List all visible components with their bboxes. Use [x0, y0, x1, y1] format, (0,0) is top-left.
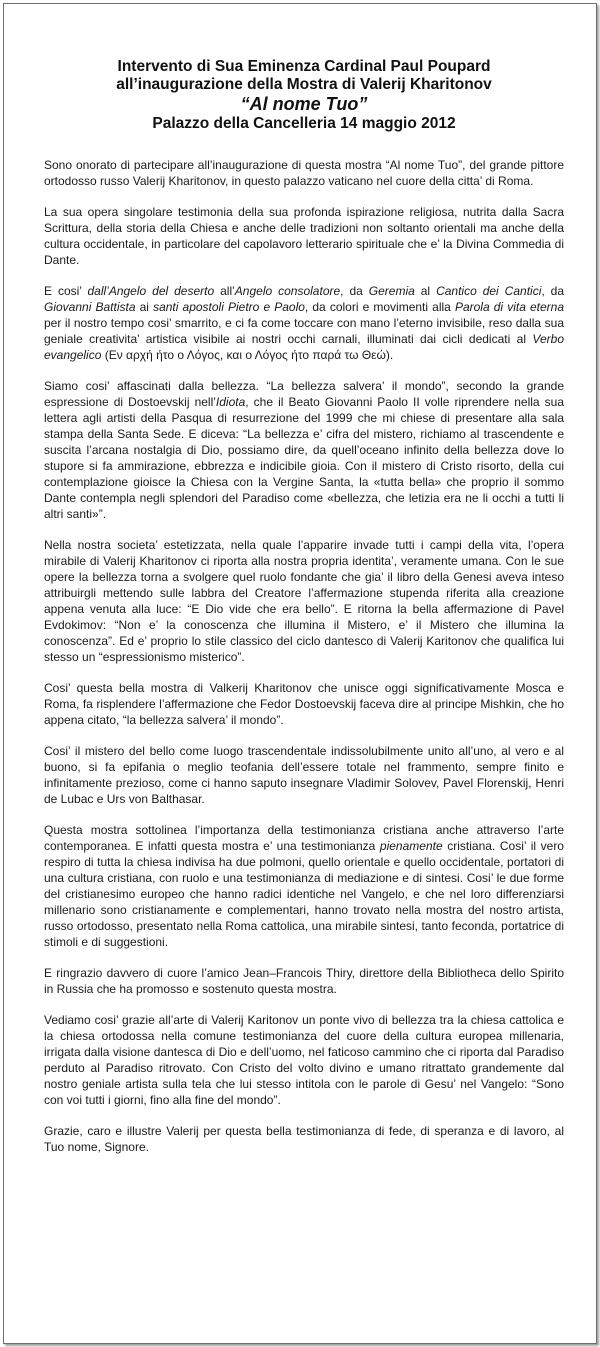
text-run: , da colori e movimenti alla	[304, 300, 455, 314]
italic-run: santi apostoli Pietro e Paolo	[153, 300, 305, 314]
paragraph-4	[44, 378, 564, 522]
paragraph-11: Grazie, caro e illustre Valerij per questa bella testimonianza di fede, di speranza e di lavoro, al Tuo nome, Signore.	[44, 1124, 564, 1154]
text-run: all’	[214, 284, 235, 298]
italic-run: Angelo consolatore	[234, 284, 341, 298]
paragraph-10: Vediamo cosi’ grazie all’arte di Valerij Karitonov un ponte vivo di bellezza tra la chiesa cattolica e la chiesa ortodossa nella comune testimonianza del cuore della cultura europea millenaria, irrigata dalla visione dantesca di Dio e dell’uomo, nel faticoso cammino che ci riporta dal Paradiso perduto al Paradiso ritrovato. Con Cristo del volto divino e umano ritrattato grandemente dal nostro geniale artista sulla tela che lui stesso intitola con le parole di Gesu’ nel Vangelo: “Sono con voi tutti i giorni, fino alla fine del mondo”.	[44, 1013, 564, 1107]
document-content	[44, 58, 564, 1155]
paragraph-7: Cosi’ il mistero del bello come luogo trascendentale indissolubilmente unito all’uno, al vero e al buono, si fa epifania o meglio teofania dell’essere totale nel frammento, sempre finito e infinitamente prezioso, come ci hanno saputo insegnare Vladimir Solovev, Pavel Florenskij, Henri de Lubac e Urs von Balthasar.	[44, 744, 564, 806]
document-header	[44, 58, 564, 133]
text-run: al	[414, 284, 437, 298]
text-run: per il nostro tempo cosi’ smarrito, e ci fa come toccare con mano l’eterno invisibile, reso dalla sua geniale creativita’ artistica visibile ai nostri occhi carnali, illuminati dai cicli dedicati al	[44, 316, 564, 346]
text-run: , da	[541, 284, 564, 298]
exhibition-title: “Al nome Tuo”	[240, 94, 368, 114]
header-line-2: all’inaugurazione della Mostra di Valerij Kharitonov	[116, 76, 492, 93]
italic-run: Idiota	[215, 395, 246, 409]
text-run: Questa mostra sottolinea l’importanza della testimonianza cristiana anche attraverso l’arte contemporanea. E infatti questa mostra e’ una testimonianza	[44, 823, 564, 853]
italic-run: Geremia	[368, 284, 415, 298]
paragraph-9: E ringrazio davvero di cuore l’amico Jean–Francois Thiry, direttore della Bibliotheca dello Spirito in Russia che ha promosso e sostenuto questa mostra.	[44, 966, 564, 996]
text-run: , che il Beato Giovanni Paolo II volle riprendere nella sua lettera agli artisti della Pasqua di resurrezione del 1999 che mi chiese di presentare alla sala stampa della Santa Sede. E diceva: “La bellezza e’ cifra del mistero, richiamo al trascendente e suscita l’arcana nostalgia di Dio, possiamo dire, da quell’oceano infinito della bellezza dove lo stupore si fa ammirazione, ebbrezza e indicibile gioia. Con il mistero di Cristo risorto, della cui contemplazione gioisce la Chiesa con la Vergine Santa, la «tutta bella» che proprio il sommo Dante contempla negli splendori del Paradiso come «bellezza, che letizia era ne li occhi a tutti li altri santi»”.	[44, 395, 565, 521]
text-run: Siamo cosi’ affascinati dalla bellezza. “La bellezza salvera’ il mondo”, secondo la grande espressione di Dostoevskij nell’	[44, 379, 564, 409]
paragraph-8	[44, 822, 564, 950]
paragraph-3	[44, 283, 564, 363]
paragraph-5: Nella nostra societa’ estetizzata, nella quale l’apparire invade tutti i campi della vita, l’opera mirabile di Valerij Kharitonov ci riporta alla nostra propria identita’, veramente umana. Con le sue opere la bellezza torna a svolgere quel ruolo fondante che gia’ il libro della Genesi aveva inteso attribuirgli mettendo sulle labbra del Creatore l’affermazione stupenda riferita alla creazione appena venuta alla luce: “E Dio vide che era bello”. E ritorna la bella affermazione di Pavel Evdokimov: “Non e’ la conoscenza che illumina il Mistero, e’ il Mistero che illumina la conoscenza”. Ed e’ proprio lo stile classico del ciclo dantesco di Valerij Karitonov che qualifica lui stesso un “espressionismo misterico”.	[44, 538, 564, 664]
page-frame	[3, 3, 597, 1344]
paragraph-1: Sono onorato di partecipare all’inaugurazione di questa mostra “Al nome Tuo”, del grande pittore ortodosso russo Valerij Kharitonov, in questo palazzo vaticano nel cuore della citta’ di Roma.	[44, 158, 564, 188]
text-run: , da	[340, 284, 369, 298]
italic-run: Cantico dei Cantici	[436, 284, 542, 298]
italic-run: Giovanni Battista	[44, 300, 136, 314]
document-body	[44, 157, 564, 1155]
paragraph-6: Cosi’ questa bella mostra di Valkerij Kharitonov che unisce oggi significativamente Mosca e Roma, fa risplendere l’affermazione che Fedor Dostoevskij faceva dire al principe Mishkin, che ho appena citato, “la bellezza salvera’ il mondo”.	[44, 681, 564, 727]
header-line-1: Intervento di Sua Eminenza Cardinal Paul Poupard	[117, 58, 491, 75]
text-run: (Εν αρχή ήτο ο Λόγος, και ο Λόγος ήτο παρά τω Θεώ).	[101, 348, 394, 362]
text-run: E cosi’	[44, 284, 88, 298]
italic-run: dall’Angelo del deserto	[87, 284, 215, 298]
text-run: cristiana. Cosi’ il vero respiro di tutta la chiesa indivisa ha due polmoni, quello orientale e quello occidentale, portatori di una cultura cristiana, con ruolo e una testimonianza di mediazione e di sintesi. Cosi’ le due forme del cristianesimo europeo che hanno radici identiche nel Vangelo, e che nel loro differenziarsi millenario sono cristianamente e complementari, hanno trovato nella mostra del nostro artista, russo ortodosso, presentato nella Roma cattolica, una mirabile sintesi, tanto feconda, portatrice di stimoli e di suggestioni.	[44, 839, 564, 949]
header-venue-date: Palazzo della Cancelleria 14 maggio 2012	[152, 115, 456, 132]
italic-run: Parola di vita eterna	[454, 300, 564, 314]
italic-run: pienamente	[379, 839, 443, 853]
text-run: ai	[135, 300, 154, 314]
paragraph-2: La sua opera singolare testimonia della sua profonda ispirazione religiosa, nutrita dalla Sacra Scrittura, della storia della Chiesa e anche delle tradizioni non soltanto orientali ma anche della cultura occidentale, in particolare del capolavoro letterario spirituale che e’ la Divina Commedia di Dante.	[44, 205, 564, 267]
italic-run: Verbo evangelico	[44, 332, 564, 362]
